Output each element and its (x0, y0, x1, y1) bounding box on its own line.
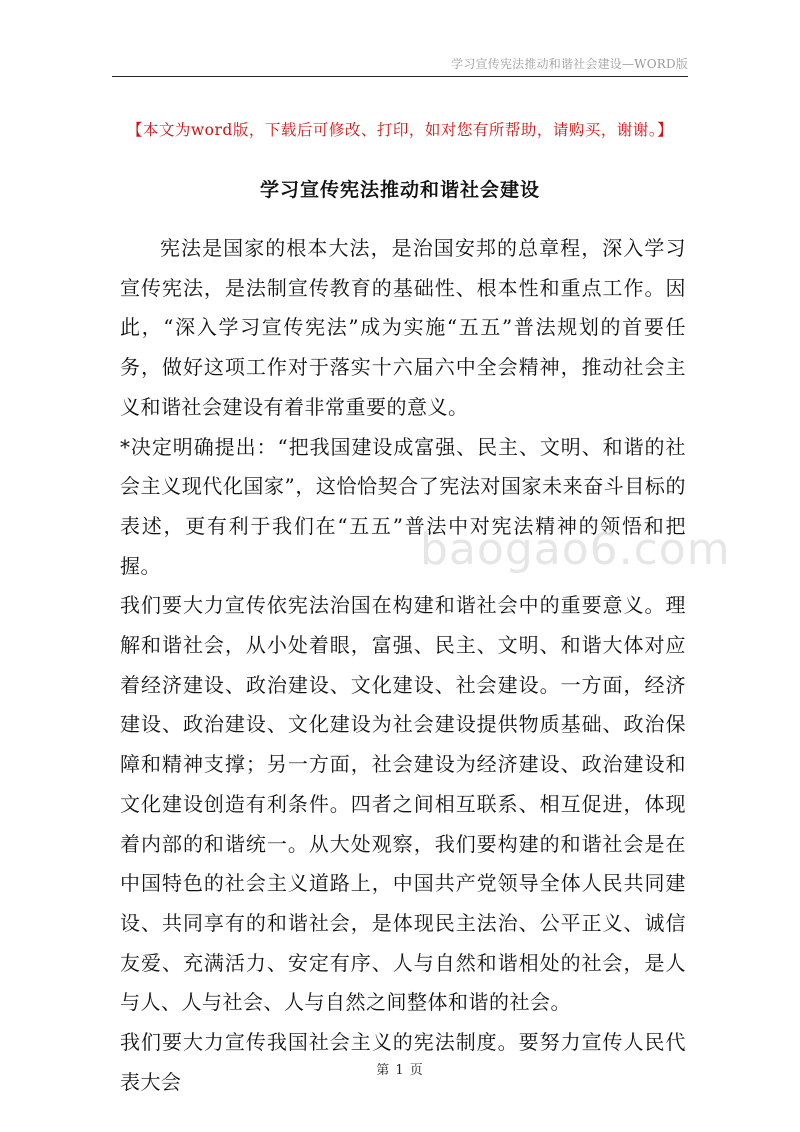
document-title: 学习宣传宪法推动和谐社会建设 (259, 179, 540, 201)
page-number: 第 1 页 (376, 1063, 424, 1078)
header-divider (112, 76, 688, 77)
paragraph: *决定明确提出：“把我国建设成富强、民主、文明、和谐的社会主义现代化国家”，这恰恰契合了宪法对国家未来奋斗目标的表述，更有利于我们在“五五”普法中对宪法精神的领悟和把握。 (120, 434, 686, 578)
running-header-title: 学习宣传宪法推动和谐社会建设—WORD版 (451, 57, 688, 71)
paragraph: 我们要大力宣传我国社会主义的宪法制度。要努力宣传人民代表大会 (120, 1030, 686, 1094)
paragraph: 我们要大力宣传依宪法治国在构建和谐社会中的重要意义。理解和谐社会，从小处着眼，富强、民主、文明、和谐大体对应着经济建设、政治建设、文化建设、社会建设。一方面，经济建设、政治建设、文化建设为社会建设提供物质基础、政治保障和精神支撑；另一方面，社会建设为经济建设、政治建设和文化建设创造有利条件。四者之间相互联系、相互促进，体现着内部的和谐统一。从大处观察，我们要构建的和谐社会是在中国特色的社会主义道路上，中国共产党领导全体人民共同建设、共同享有的和谐社会，是体现民主法治、公平正义、诚信友爱、充满活力、安定有序、人与自然和谐相处的社会，是人与人、人与社会、人与自然之间整体和谐的社会。 (120, 593, 686, 1015)
paragraph: 宪法是国家的根本大法，是治国安邦的总章程，深入学习宣传宪法，是法制宣传教育的基础性、根本性和重点工作。因此，“深入学习宣传宪法”成为实施“五五”普法规划的首要任务，做好这项工作对于落实十六届六中全会精神，推动社会主义和谐社会建设有着非常重要的意义。 (120, 236, 686, 419)
watermark: baogao6.com (420, 524, 731, 575)
purchase-notice: 【本文为word版，下载后可修改、打印，如对您有所帮助，请购买，谢谢。】 (126, 121, 674, 139)
document-body (120, 229, 686, 1102)
